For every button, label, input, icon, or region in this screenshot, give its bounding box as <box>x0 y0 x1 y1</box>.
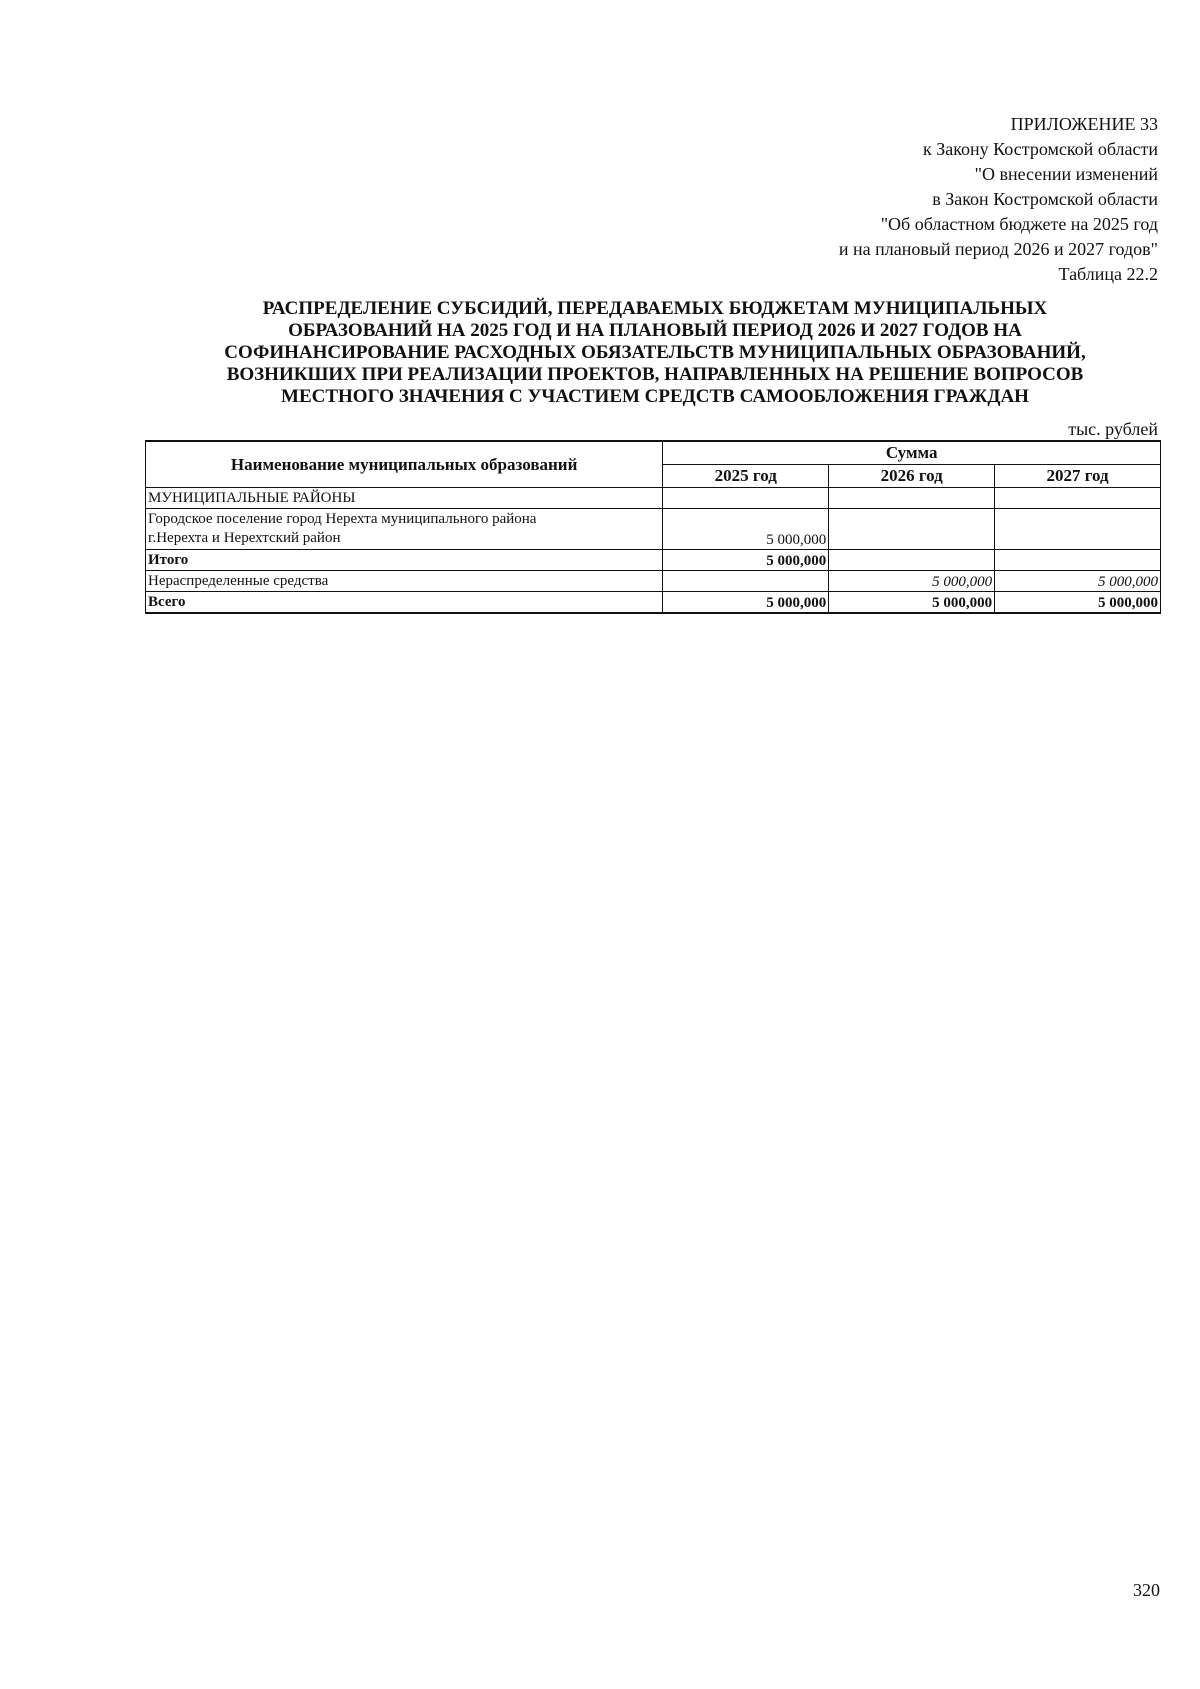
year-header-2025: 2025 год <box>663 465 829 488</box>
page-number: 320 <box>1133 1580 1160 1600</box>
table-row <box>146 509 1161 550</box>
value-2026: 5 000,000 <box>829 592 995 614</box>
header-line: в Закон Костромской области <box>932 189 1158 209</box>
value-2026 <box>829 509 995 550</box>
units-label: тыс. рублей <box>1068 419 1158 439</box>
row-label <box>146 509 663 550</box>
value-2027: 5 000,000 <box>995 592 1161 614</box>
value-2027 <box>995 550 1161 571</box>
value-2027 <box>995 509 1161 550</box>
row-label: МУНИЦИПАЛЬНЫЕ РАЙОНЫ <box>146 488 663 509</box>
title-line: СОФИНАНСИРОВАНИЕ РАСХОДНЫХ ОБЯЗАТЕЛЬСТВ МУНИЦИПАЛЬНЫХ ОБРАЗОВАНИЙ, <box>224 342 1086 363</box>
header-line: "О внесении изменений <box>974 164 1158 184</box>
row-label: Итого <box>146 550 663 571</box>
header-line: и на плановый период 2026 и 2027 годов" <box>838 239 1158 259</box>
title-line: ВОЗНИКШИХ ПРИ РЕАЛИЗАЦИИ ПРОЕКТОВ, НАПРАВЛЕННЫХ НА РЕШЕНИЕ ВОПРОСОВ <box>226 364 1084 385</box>
row-label-line: г.Нерехта и Нерехтский район <box>148 530 341 546</box>
table-number: Таблица 22.2 <box>1058 264 1158 284</box>
value-2025: 5 000,000 <box>663 592 829 614</box>
table-row <box>146 571 1161 592</box>
subsidy-table <box>145 440 1161 614</box>
value-2026 <box>829 550 995 571</box>
table-header-row <box>146 441 1161 465</box>
value-2025 <box>663 488 829 509</box>
title-line: ОБРАЗОВАНИЙ НА 2025 ГОД И НА ПЛАНОВЫЙ ПЕРИОД 2026 И 2027 ГОДОВ НА <box>288 320 1022 341</box>
header-line: ПРИЛОЖЕНИЕ 33 <box>1010 114 1158 134</box>
table-row <box>146 488 1161 509</box>
row-label-line: Городское поселение город Нерехта муниципального района <box>148 511 537 527</box>
value-2025: 5 000,000 <box>663 550 829 571</box>
value-2026: 5 000,000 <box>829 571 995 592</box>
year-header-2026: 2026 год <box>829 465 995 488</box>
value-2025: 5 000,000 <box>663 509 829 550</box>
name-column-header: Наименование муниципальных образований <box>146 441 663 488</box>
header-line: к Закону Костромской области <box>922 139 1158 159</box>
header-line: "Об областном бюджете на 2025 год <box>880 214 1158 234</box>
subtotal-row <box>146 550 1161 571</box>
value-2026 <box>829 488 995 509</box>
title-line: МЕСТНОГО ЗНАЧЕНИЯ С УЧАСТИЕМ СРЕДСТВ САМООБЛОЖЕНИЯ ГРАЖДАН <box>281 386 1029 407</box>
document-title <box>140 298 1170 408</box>
appendix-header <box>638 112 1158 287</box>
value-2025 <box>663 571 829 592</box>
title-line: РАСПРЕДЕЛЕНИЕ СУБСИДИЙ, ПЕРЕДАВАЕМЫХ БЮДЖЕТАМ МУНИЦИПАЛЬНЫХ <box>262 298 1048 319</box>
total-row <box>146 592 1161 614</box>
row-label: Всего <box>146 592 663 614</box>
value-2027: 5 000,000 <box>995 571 1161 592</box>
year-header-2027: 2027 год <box>995 465 1161 488</box>
sum-column-header: Сумма <box>663 441 1161 465</box>
row-label: Нераспределенные средства <box>146 571 663 592</box>
value-2027 <box>995 488 1161 509</box>
